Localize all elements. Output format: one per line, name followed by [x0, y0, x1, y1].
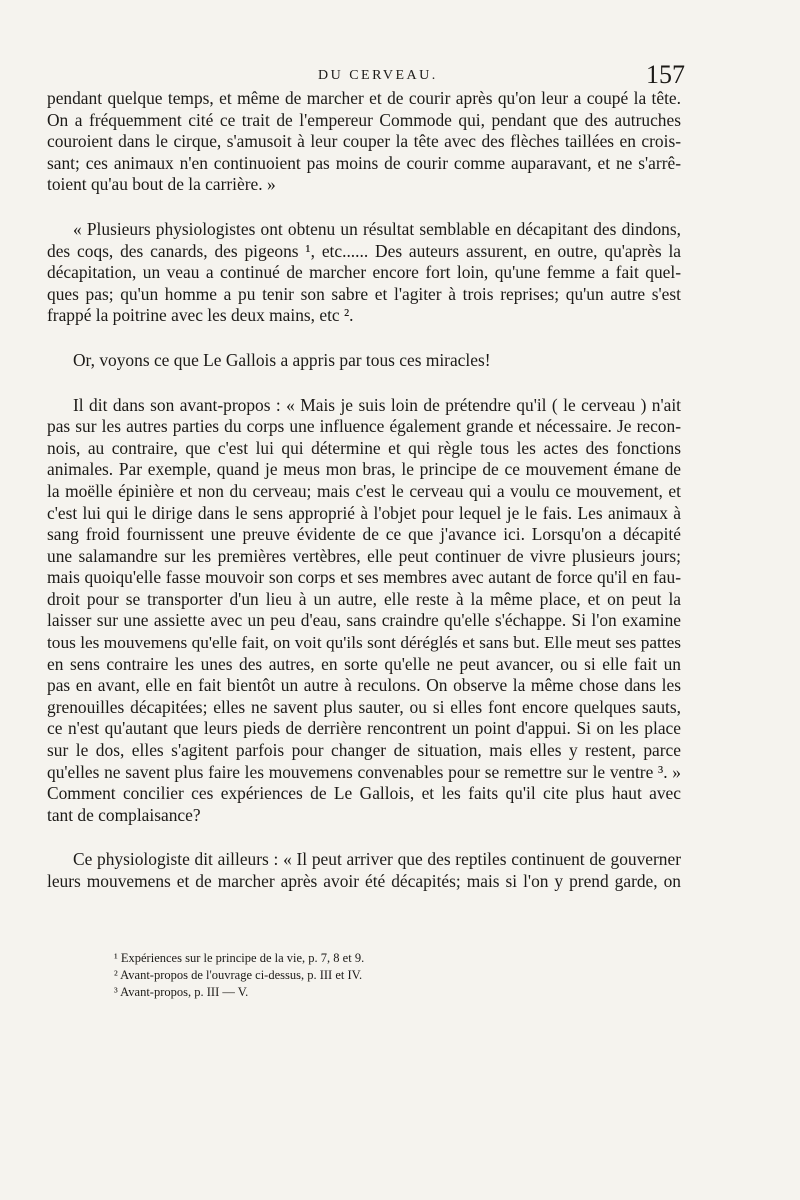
text-line: en sens contraire les unes des autres, en sorte qu'elle ne peut avancer, ou si elle fait un — [47, 653, 681, 674]
body-text — [47, 88, 681, 893]
page-header — [0, 60, 800, 90]
text-line: Comment concilier ces expériences de Le Gallois, et les faits qu'il cite plus haut avec — [47, 783, 681, 804]
text-line: décapitation, un veau a continué de marcher encore fort loin, qu'une femme a fait quel- — [47, 262, 681, 283]
text-line: sang froid fournissent une preuve évidente de ce que j'avance ici. Lorsqu'on a décapité — [47, 524, 681, 545]
text-line: couroient dans le cirque, s'amusoit à leur couper la tête avec des flèches taillées en crois- — [47, 131, 681, 152]
paragraph — [47, 849, 681, 892]
text-line: une salamandre sur les premières vertèbres, elle peut continuer de vivre plusieurs jours; — [47, 545, 681, 566]
text-line: animales. Par exemple, quand je meus mon bras, le principe de ce mouvement émane de — [47, 459, 681, 480]
page-number: 157 — [646, 60, 685, 89]
footnote: ³ Avant-propos, p. III — V. — [114, 985, 249, 999]
text-line: nois, au contraire, que c'est lui qui détermine et qui règle tous les actes des fonctions — [47, 437, 681, 458]
text-line: ce n'est qu'autant que leurs pieds de derrière rencontrent un point d'appui. Si on les place — [47, 718, 681, 739]
text-line: c'est lui qui le dirige dans le sens approprié à l'objet pour lequel je le fais. Les animaux à — [47, 502, 681, 523]
text-line: la moëlle épinière et non du cerveau; mais c'est le cerveau qui a voulu ce mouvement, et — [47, 480, 681, 501]
text-line: leurs mouvemens et de marcher après avoir été décapités; mais si l'on y prend garde, on — [47, 871, 681, 891]
text-line: ques pas; qu'un homme a pu tenir son sabre et l'agiter à trois reprises; qu'un autre s'est — [47, 283, 681, 304]
text-line: « Plusieurs physiologistes ont obtenu un résultat semblable en décapitant des dindons, — [73, 218, 681, 239]
text-line: Or, voyons ce que Le Gallois a appris par tous ces miracles! — [73, 349, 491, 370]
text-line: tant de complaisance? — [47, 804, 201, 825]
text-line: On a fréquemment cité ce trait de l'empereur Commode qui, pendant que des autruches — [47, 109, 681, 130]
text-line: frappé la poitrine avec les deux mains, etc ². — [47, 305, 354, 326]
footnote: ¹ Expériences sur le principe de la vie, p. 7, 8 et 9. — [114, 951, 365, 965]
text-line: mais quoiqu'elle fasse mouvoir son corps et ses membres avec autant de force qu'il en fau- — [47, 567, 681, 588]
text-line: pas en avant, elle en fait bientôt un autre à reculons. On observe la même chose dans les — [47, 675, 681, 696]
footnotes — [114, 950, 674, 1001]
text-line: tous les mouvemens qu'elle fait, on voit qu'ils sont déréglés et sans but. Elle meut ses pattes — [47, 633, 681, 653]
text-line: toient qu'au bout de la carrière. » — [47, 174, 276, 195]
paragraph — [47, 88, 681, 196]
paragraph — [47, 395, 681, 827]
text-line: Ce physiologiste dit ailleurs : « Il peut arriver que des reptiles continuent de gouverner — [73, 849, 681, 870]
text-line: sur le dos, elles s'agitent parfois pour changer de situation, mais elles y restent, parce — [47, 740, 681, 761]
text-line: pendant quelque temps, et même de marcher et de courir après qu'on leur a coupé la tête. — [47, 88, 681, 108]
running-head: DU CERVEAU. — [318, 68, 438, 83]
footnote: ² Avant-propos de l'ouvrage ci-dessus, p. III et IV. — [114, 968, 363, 982]
text-line: grenouilles décapitées; elles ne savent plus sauter, ou si elles font encore quelques sauts, — [47, 696, 681, 717]
text-line: qu'elles ne savent plus faire les mouvemens convenables pour se remettre sur le ventre ³. » — [47, 761, 681, 782]
paragraph — [47, 219, 681, 327]
text-line: Il dit dans son avant-propos : « Mais je suis loin de prétendre qu'il ( le cerveau ) n'ait — [73, 394, 681, 415]
text-line: des coqs, des canards, des pigeons ¹, etc...... Des auteurs assurent, en outre, qu'après la — [47, 240, 681, 261]
text-line: laisser sur une assiette avec un peu d'eau, sans craindre qu'elle s'échappe. Si l'on examine — [47, 610, 681, 631]
text-line: sant; ces animaux n'en continuoient pas moins de courir comme auparavant, et ne s'arrê- — [47, 152, 681, 173]
paragraph — [47, 350, 681, 372]
text-line: pas sur les autres parties du corps une influence également grande et nécessaire. Je recon- — [47, 416, 681, 437]
text-line: droit pour se transporter d'un lieu à un autre, elle reste à la même place, et on peut la — [47, 588, 681, 609]
